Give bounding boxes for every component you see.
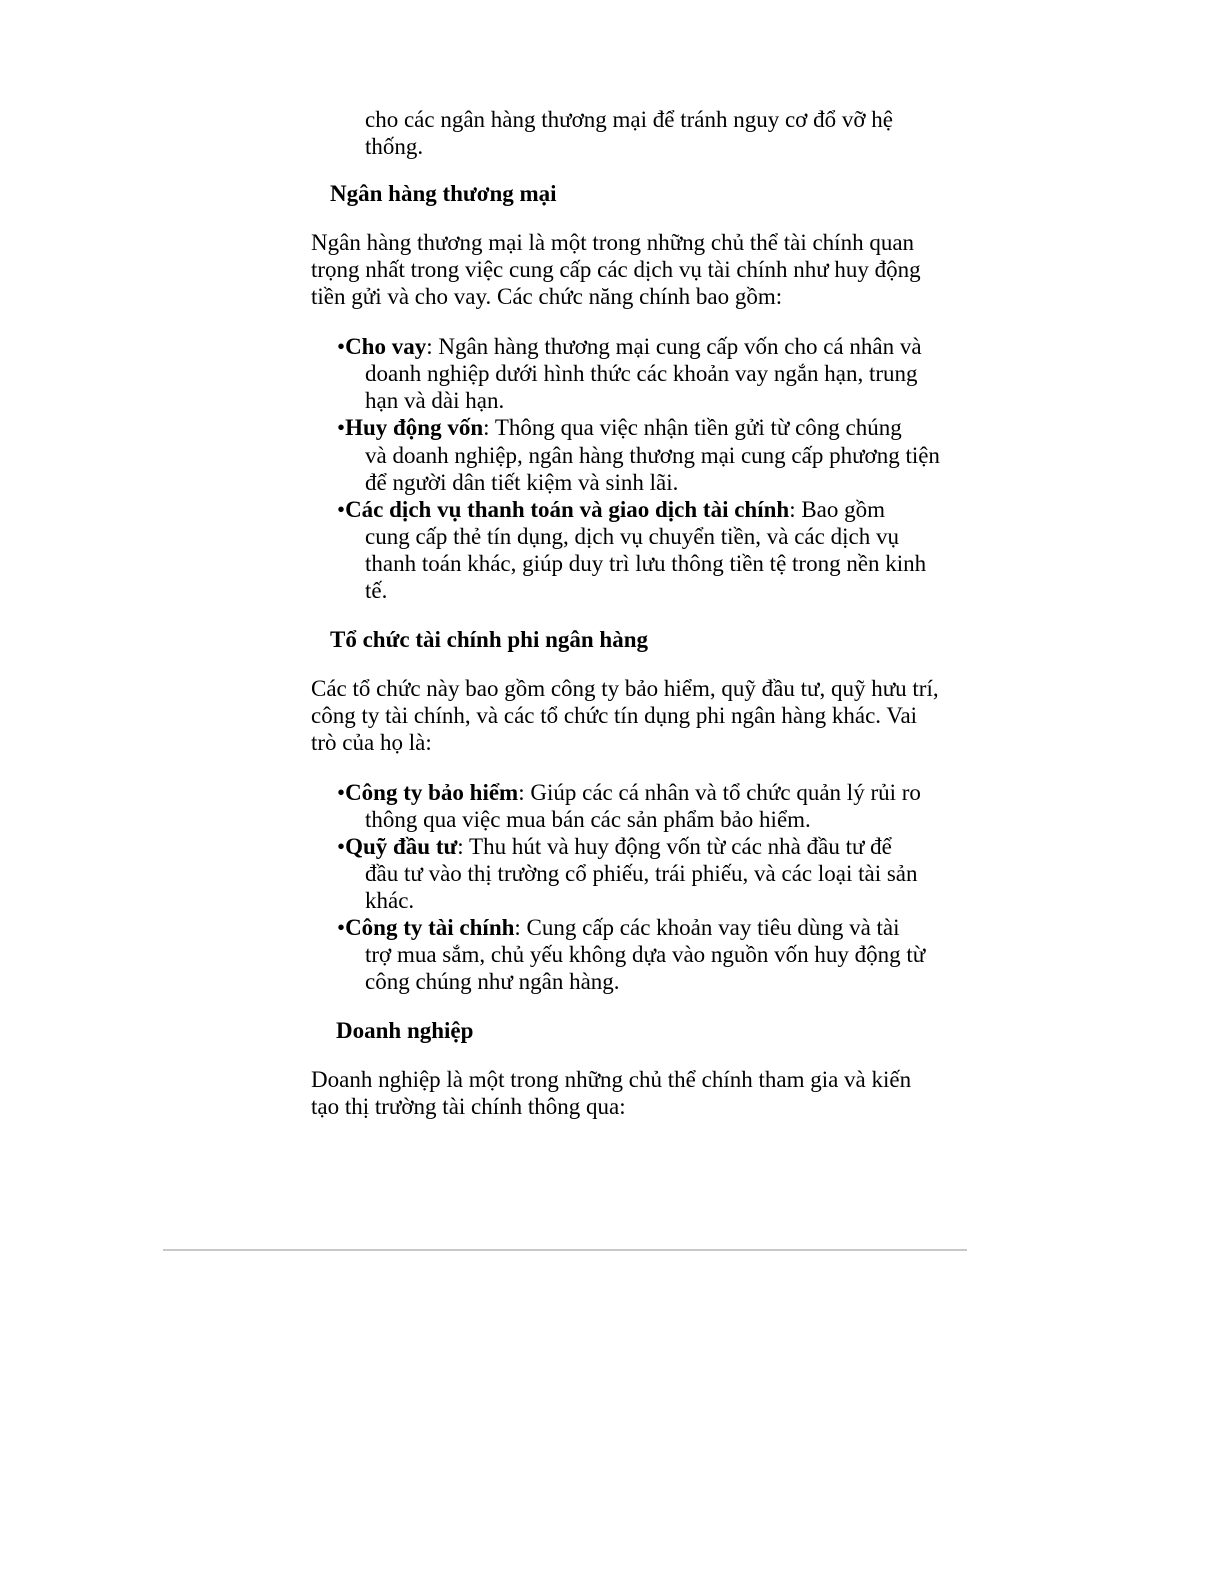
bullet-glyph: • <box>337 915 346 940</box>
bullet-continuation: và doanh nghiệp, ngân hàng thương mại cung cấp phương tiện <box>365 443 940 468</box>
bullet-continuation: thông qua việc mua bán các sản phẩm bảo hiểm. <box>365 807 811 832</box>
bullet-glyph: • <box>337 497 346 522</box>
bullet-continuation: khác. <box>365 888 415 913</box>
bullet-continuation: cung cấp thẻ tín dụng, dịch vụ chuyển tiền, và các dịch vụ <box>365 524 899 549</box>
list-item <box>337 416 902 439</box>
bullet-term: Các dịch vụ thanh toán và giao dịch tài chính <box>345 497 790 522</box>
paragraph-line: trọng nhất trong việc cung cấp các dịch vụ tài chính như huy động <box>311 257 921 282</box>
bullet-continuation: tế. <box>365 578 388 603</box>
bullet-continuation: công chúng như ngân hàng. <box>365 969 620 994</box>
paragraph-line: trò của họ là: <box>311 730 432 755</box>
bullet-term: Công ty tài chính <box>345 915 515 940</box>
intro-line: thống. <box>365 134 424 159</box>
bullet-continuation: trợ mua sắm, chủ yếu không dựa vào nguồn vốn huy động từ <box>365 942 926 967</box>
list-item <box>337 781 921 804</box>
bullet-term: Công ty bảo hiểm <box>345 780 519 805</box>
bullet-continuation: hạn và dài hạn. <box>365 388 505 413</box>
list-item <box>337 916 900 939</box>
paragraph-line: Các tổ chức này bao gồm công ty bảo hiểm, quỹ đầu tư, quỹ hưu trí, <box>311 676 939 701</box>
bullet-text: : Thông qua việc nhận tiền gửi từ công chúng <box>483 415 902 440</box>
bullet-glyph: • <box>337 834 346 859</box>
bullet-term: Huy động vốn <box>345 415 484 440</box>
bullet-continuation: đầu tư vào thị trường cổ phiếu, trái phiếu, và các loại tài sản <box>365 861 918 886</box>
list-item <box>337 835 892 858</box>
list-item <box>337 498 885 521</box>
bullet-text: : Ngân hàng thương mại cung cấp vốn cho cá nhân và <box>426 334 922 359</box>
heading-non-bank: Tổ chức tài chính phi ngân hàng <box>330 627 649 652</box>
page-divider <box>163 1249 967 1251</box>
bullet-text: : Thu hút và huy động vốn từ các nhà đầu tư để <box>457 834 892 859</box>
bullet-continuation: để người dân tiết kiệm và sinh lãi. <box>365 470 679 495</box>
bullet-glyph: • <box>337 334 346 359</box>
paragraph-line: tiền gửi và cho vay. Các chức năng chính bao gồm: <box>311 284 783 309</box>
paragraph-line: công ty tài chính, và các tổ chức tín dụng phi ngân hàng khác. Vai <box>311 703 918 728</box>
bullet-glyph: • <box>337 780 346 805</box>
paragraph-line: Doanh nghiệp là một trong những chủ thể chính tham gia và kiến <box>311 1067 912 1092</box>
bullet-term: Cho vay <box>345 334 427 359</box>
heading-commercial-banks: Ngân hàng thương mại <box>330 181 557 206</box>
bullet-glyph: • <box>337 415 346 440</box>
heading-enterprises: Doanh nghiệp <box>336 1018 474 1043</box>
bullet-text: : Giúp các cá nhân và tổ chức quản lý rủi ro <box>518 780 921 805</box>
paragraph-line: Ngân hàng thương mại là một trong những chủ thể tài chính quan <box>311 230 915 255</box>
bullet-continuation: doanh nghiệp dưới hình thức các khoản vay ngắn hạn, trung <box>365 361 918 386</box>
intro-line: cho các ngân hàng thương mại để tránh nguy cơ đổ vỡ hệ <box>365 107 893 132</box>
bullet-continuation: thanh toán khác, giúp duy trì lưu thông tiền tệ trong nền kinh <box>365 551 927 576</box>
list-item <box>337 335 922 358</box>
bullet-text: : Cung cấp các khoản vay tiêu dùng và tài <box>514 915 900 940</box>
paragraph-line: tạo thị trường tài chính thông qua: <box>311 1094 626 1119</box>
bullet-term: Quỹ đầu tư <box>345 834 458 859</box>
bullet-text: : Bao gồm <box>789 497 886 522</box>
